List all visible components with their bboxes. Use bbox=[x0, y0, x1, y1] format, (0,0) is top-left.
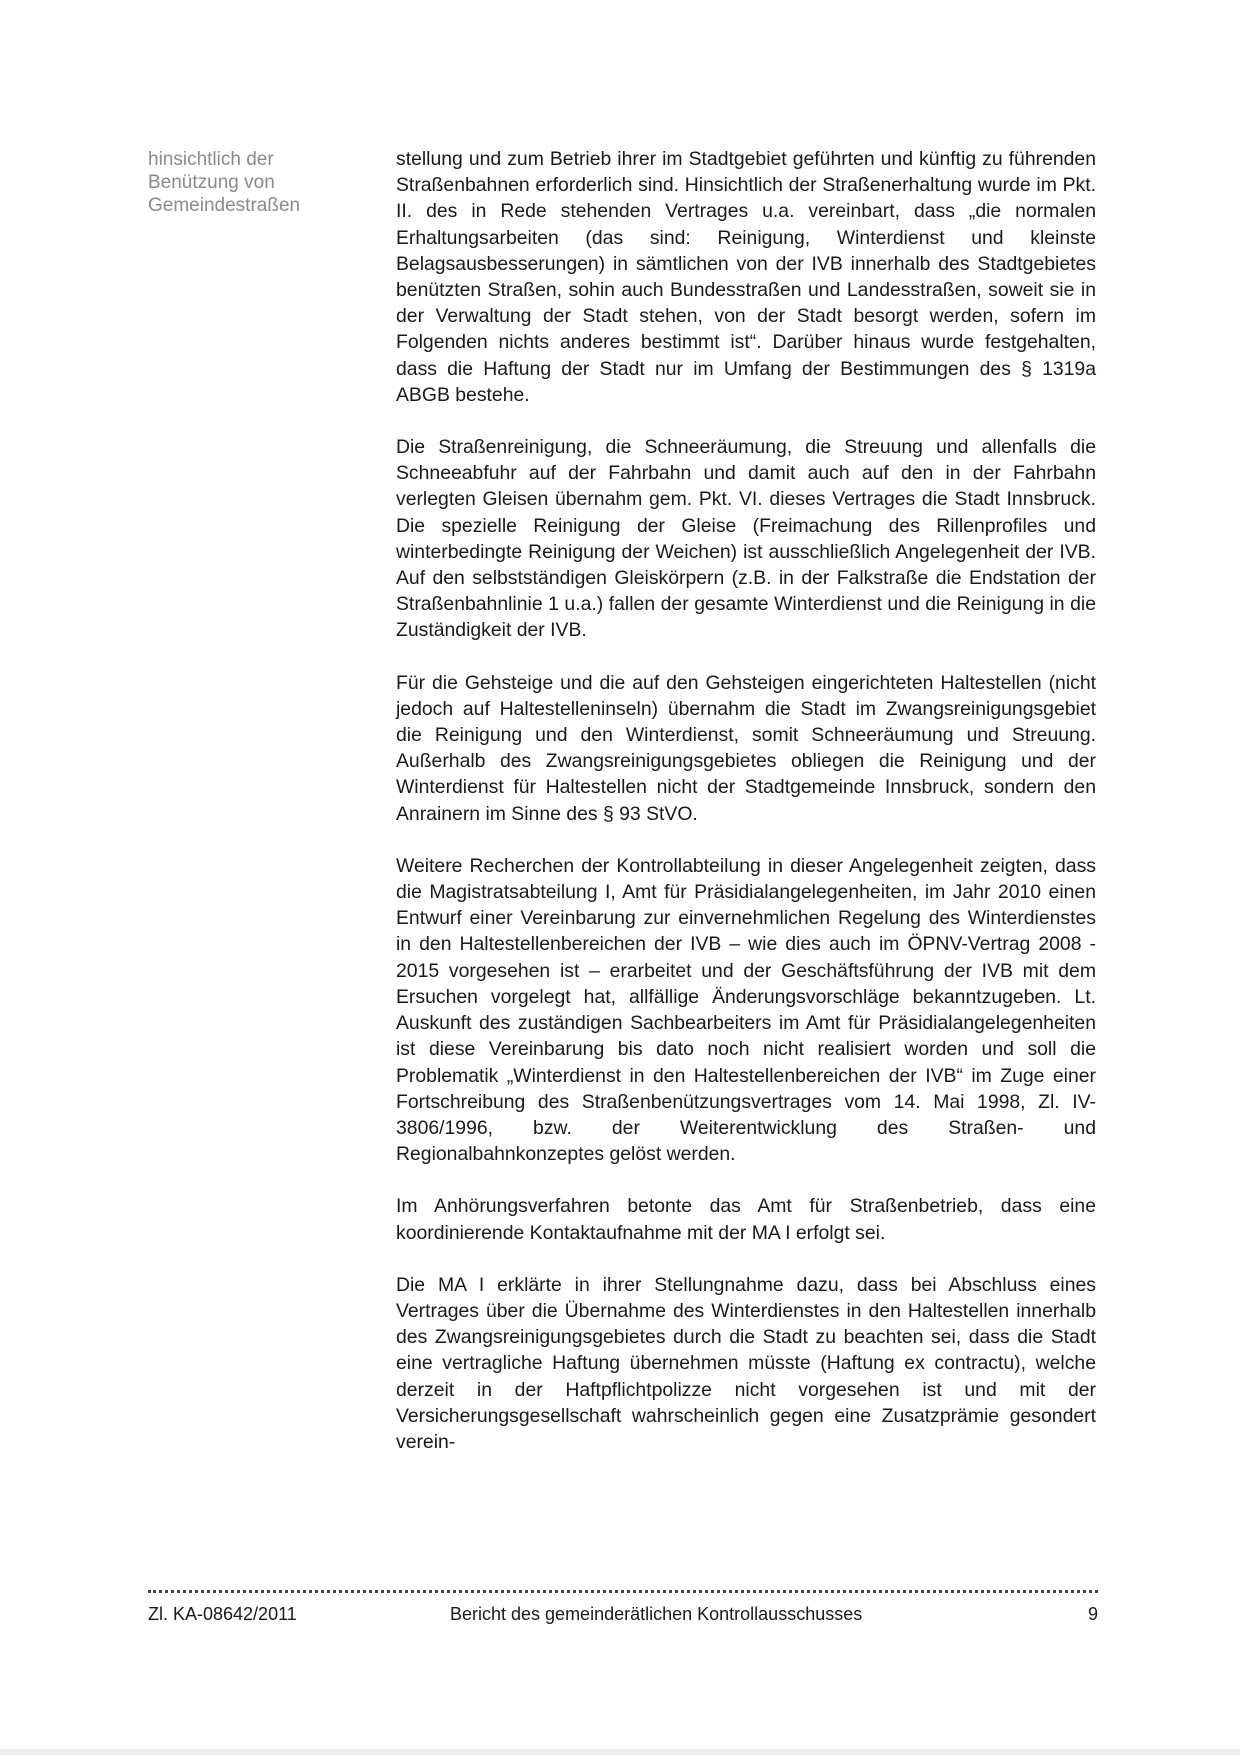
scan-edge bbox=[0, 1749, 1240, 1755]
paragraph-3: Für die Gehsteige und die auf den Gehsteigen eingerichteten Haltestellen (nicht jedoch auf Haltestelleninseln) übernahm die Stadt im Zwangsreinigungsgebiet die Reinigung und den Winterdienst, somit Schneeräumung und Streuung. Außerhalb des Zwangsreinigungsgebietes obliegen die Reinigung und der Winterdienst für Haltestellen nicht der Stadtgemeinde Innsbruck, sondern den Anrainern im Sinne des § 93 StVO. bbox=[396, 671, 1096, 825]
paragraph-6: Die MA I erklärte in ihrer Stellungnahme dazu, dass bei Abschluss eines Vertrages über die Übernahme des Winterdienstes in den Haltestellen innerhalb des Zwangsreinigungsgebietes durch die Stadt zu beachten sei, dass die Stadt eine vertragliche Haftung übernehmen müsste (Haftung ex contractu), welche derzeit in der Haftpflichtpolizze nicht vorgesehen ist und mit der Versicherungsgesellschaft wahrscheinlich gegen eine Zusatzprämie gesondert verein- bbox=[396, 1273, 1096, 1453]
margin-note: hinsichtlich der Benützung von Gemeindestraßen bbox=[148, 149, 301, 216]
footer-reference: Zl. KA-08642/2011 bbox=[148, 1604, 297, 1624]
paragraph-1: stellung und zum Betrieb ihrer im Stadtgebiet geführten und künftig zu führenden Straßenbahnen erforderlich sind. Hinsichtlich der Straßenerhaltung wurde im Pkt. II. des in Rede stehenden Vertrages u.a. vereinbart, dass „die normalen Erhaltungsarbeiten (das sind: Reinigung, Winterdienst und kleinste Belagsausbesserungen) in sämtlichen von der IVB innerhalb des Stadtgebietes benützten Straßen, sohin auch Bundesstraßen und Landesstraßen, soweit sie in der Verwaltung der Stadt stehen, von der Stadt besorgt werden, sofern im Folgenden nichts anderes bestimmt ist“. Darüber hinaus wurde festgehalten, dass die Haftung der Stadt nur im Umfang der Bestimmungen des § 1319a ABGB bestehe. bbox=[396, 148, 1096, 406]
page-footer bbox=[148, 1602, 1098, 1626]
page-number: 9 bbox=[1087, 1604, 1098, 1624]
paragraph-4: Weitere Recherchen der Kontrollabteilung in dieser Angelegenheit zeigten, dass die Magistratsabteilung I, Amt für Präsidialangelegenheiten, im Jahr 2010 einen Entwurf einer Vereinbarung zur einvernehmlichen Regelung des Winterdienstes in den Haltestellenbereichen der IVB – wie dies auch im ÖPNV-Vertrag 2008 - 2015 vorgesehen ist – erarbeitet und der Geschäftsführung der IVB mit dem Ersuchen vorgelegt hat, allfällige Änderungsvorschläge bekanntzugeben. Lt. Auskunft des zuständigen Sachbearbeiters im Amt für Präsidialangelegenheiten ist diese Vereinbarung bis dato noch nicht realisiert worden und soll die Problematik „Winterdienst in den Haltestellenbereichen der IVB“ im Zuge einer Fortschreibung des Straßenbenützungsvertrages vom 14. Mai 1998, Zl. IV-3806/1996, bzw. der Weiterentwicklung des Straßen- und Regionalbahnkonzeptes gelöst werden. bbox=[396, 854, 1096, 1166]
footer-divider bbox=[148, 1590, 1098, 1593]
paragraph-5: Im Anhörungsverfahren betonte das Amt für Straßenbetrieb, dass eine koordinierende Kontaktaufnahme mit der MA I erfolgt sei. bbox=[396, 1195, 1096, 1244]
body-text bbox=[396, 146, 1096, 1455]
footer-title: Bericht des gemeinderätlichen Kontrollausschusses bbox=[450, 1604, 863, 1624]
paragraph-2: Die Straßenreinigung, die Schneeräumung, die Streuung und allenfalls die Schneeabfuhr auf der Fahrbahn und damit auch auf den in der Fahrbahn verlegten Gleisen übernahm gem. Pkt. VI. dieses Vertrages die Stadt Innsbruck. Die spezielle Reinigung der Gleise (Freimachung des Rillenprofiles und winterbedingte Reinigung der Weichen) ist ausschließlich Angelegenheit der IVB. Auf den selbstständigen Gleiskörpern (z.B. in der Falkstraße die Endstation der Straßenbahnlinie 1 u.a.) fallen der gesamte Winterdienst und die Reinigung in die Zuständigkeit der IVB. bbox=[396, 436, 1096, 642]
